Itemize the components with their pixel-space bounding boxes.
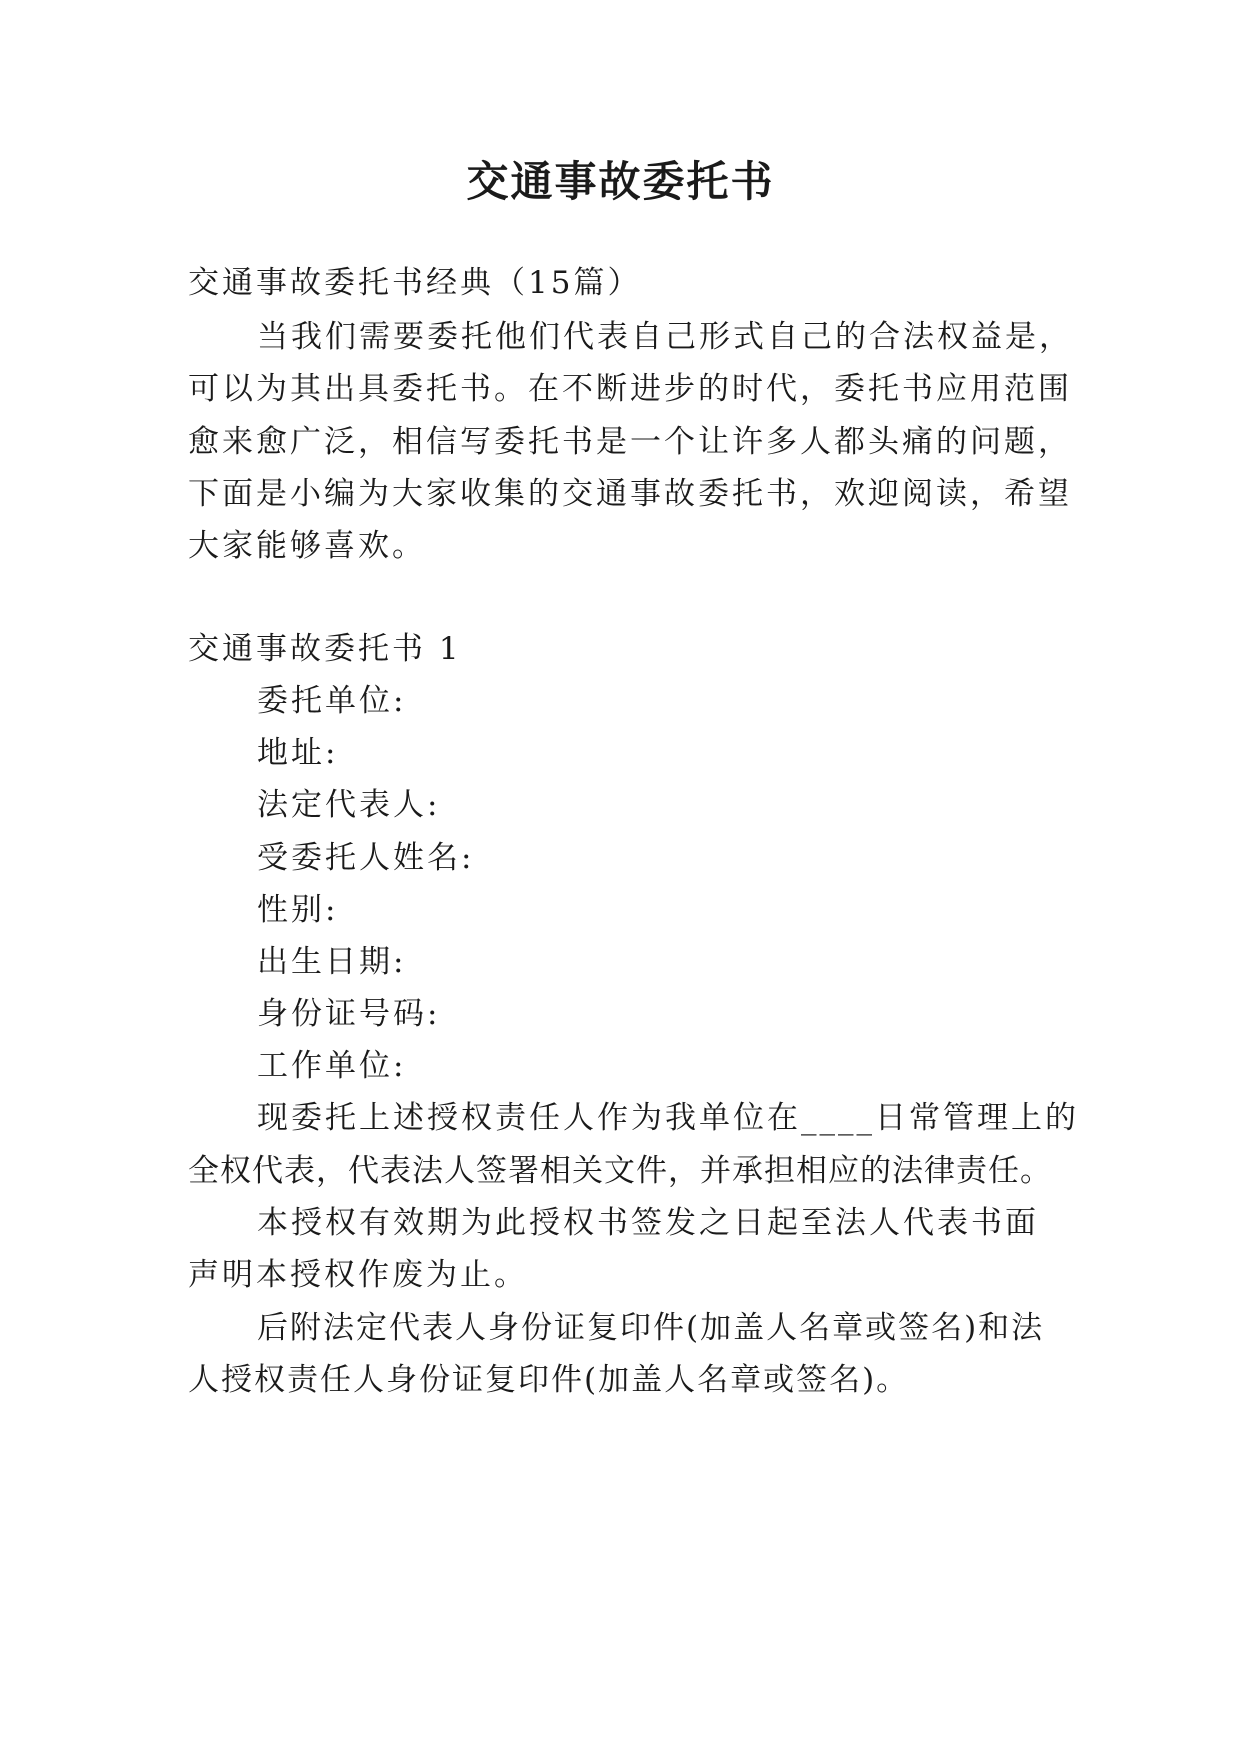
section-heading: 交通事故委托书 1 [188,631,462,667]
field-label: 地址: [257,735,339,771]
intro-line: 可以为其出具委托书。在不断进步的时代，委托书应用范围 [188,371,1072,407]
body-line: 后附法定代表人身份证复印件(加盖人名章或签名)和法 [257,1310,1045,1346]
intro-line: 当我们需要委托他们代表自己形式自己的合法权益是， [257,319,1073,355]
body-line: 现委托上述授权责任人作为我单位在____日常管理上的 [257,1100,1079,1136]
field-label: 法定代表人: [257,787,441,823]
field-label: 受委托人姓名: [257,840,475,876]
document-subtitle: 交通事故委托书经典（15篇） [188,265,642,301]
body-line: 人授权责任人身份证复印件(加盖人名章或签名)。 [188,1362,910,1398]
field-label: 性别: [257,892,339,928]
body-line: 全权代表，代表法人签署相关文件，并承担相应的法律责任。 [188,1153,1052,1189]
field-label: 出生日期: [257,944,407,980]
field-label: 身份证号码: [257,996,441,1032]
intro-line: 大家能够喜欢。 [188,528,426,564]
intro-line: 下面是小编为大家收集的交通事故委托书，欢迎阅读，希望 [188,476,1072,512]
body-line: 声明本授权作废为止。 [188,1257,528,1293]
intro-line: 愈来愈广泛，相信写委托书是一个让许多人都头痛的问题， [188,424,1072,460]
document-title: 交通事故委托书 [466,157,775,206]
field-label: 工作单位: [257,1048,407,1084]
field-label: 委托单位: [257,683,407,719]
body-line: 本授权有效期为此授权书签发之日起至法人代表书面 [257,1205,1039,1241]
